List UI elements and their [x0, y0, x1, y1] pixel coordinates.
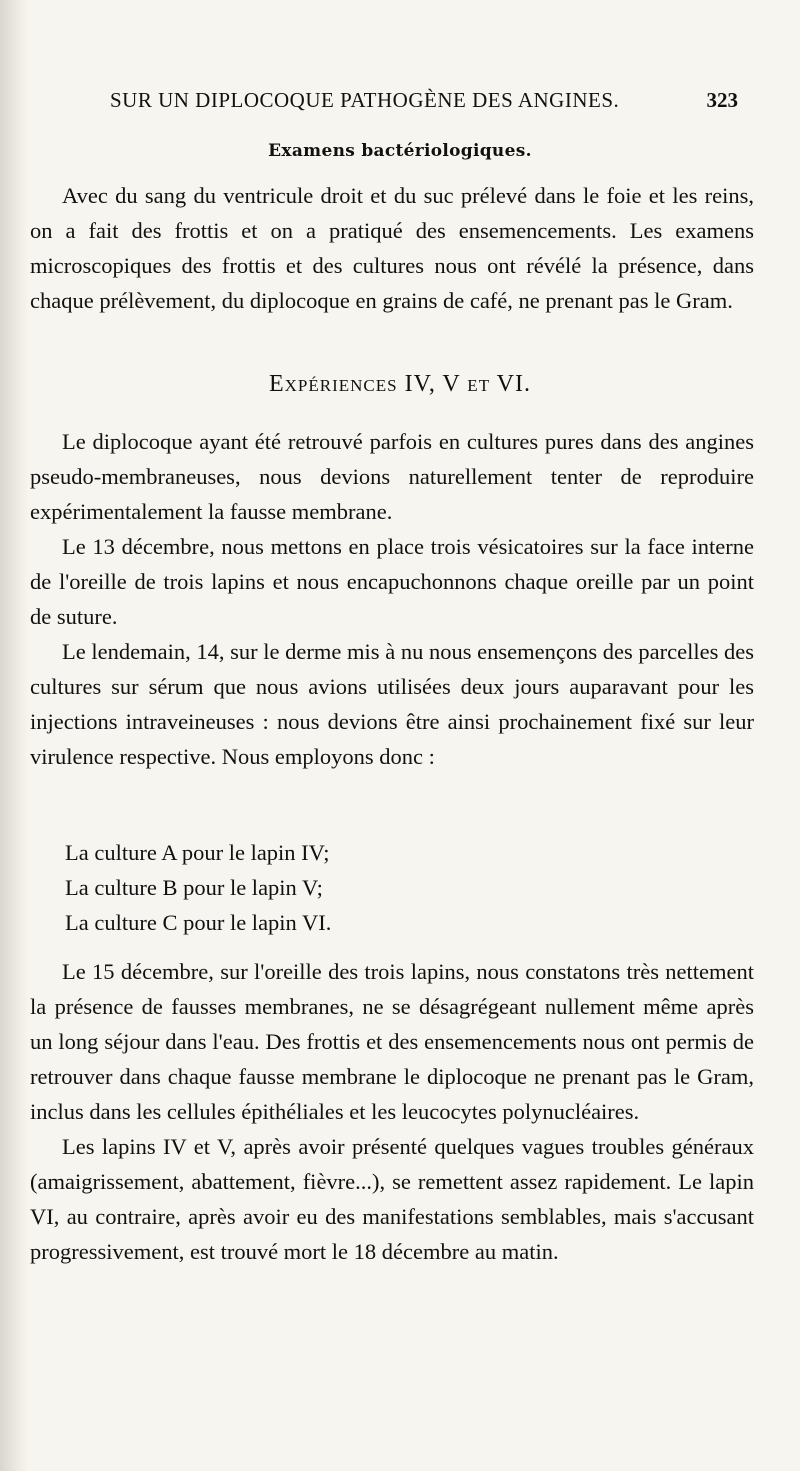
experiments-heading: Expériences IV, V et VI. — [269, 371, 531, 397]
running-title: SUR UN DIPLOCOQUE PATHOGÈNE DES ANGINES. — [110, 88, 620, 112]
section-heading: Examens bactériologiques. — [268, 141, 532, 161]
paragraph: Le 13 décembre, nous mettons en place trois vésicatoires sur la face interne de l'oreille de trois lapins et nous encapuchonnons chaque oreille par un point de suture. — [30, 534, 754, 629]
list-item: La culture C pour le lapin VI. — [65, 910, 332, 935]
page-number: 323 — [706, 88, 738, 112]
experiments-body — [30, 424, 754, 774]
section-body — [30, 178, 754, 318]
paragraph: Le lendemain, 14, sur le derme mis à nu nous ensemençons des parcelles des cultures sur sérum que nous avions utilisées deux jours auparavant pour les injections intraveineuses : nous devions être ainsi prochainement fixé sur leur virulence respective. Nous employons donc : — [30, 639, 754, 769]
paragraph: Les lapins IV et V, après avoir présenté quelques vagues troubles généraux (amaigrissement, abattement, fièvre...), se remettent assez rapidement. Le lapin VI, au contraire, après avoir eu des manifestations semblables, mais s'accusant progressivement, est trouvé mort le 18 décembre au matin. — [30, 1134, 754, 1264]
experiments-results — [30, 954, 754, 1269]
page-binding-shadow — [0, 0, 28, 1471]
paragraph: Avec du sang du ventricule droit et du suc prélevé dans le foie et les reins, on a fait des frottis et on a pratiqué des ensemencements. Les examens microscopiques des frottis et des cultures nous ont révélé la présence, dans chaque prélèvement, du diplocoque en grains de café, ne prenant pas le Gram. — [30, 183, 754, 313]
paragraph: Le 15 décembre, sur l'oreille des trois lapins, nous constatons très nettement la présence de fausses membranes, ne se désagrégeant nullement même après un long séjour dans l'eau. Des frottis et des ensemencements nous ont permis de retrouver dans chaque fausse membrane le diplocoque ne prenant pas le Gram, inclus dans les cellules épithéliales et les leucocytes polynucléaires. — [30, 959, 754, 1124]
list-item: La culture B pour le lapin V; — [65, 875, 323, 900]
running-header — [110, 88, 738, 118]
paragraph: Le diplocoque ayant été retrouvé parfois en cultures pures dans des angines pseudo-membraneuses, nous devions naturellement tenter de reproduire expérimentalement la fausse membrane. — [30, 429, 754, 524]
list-item: La culture A pour le lapin IV; — [65, 840, 330, 865]
